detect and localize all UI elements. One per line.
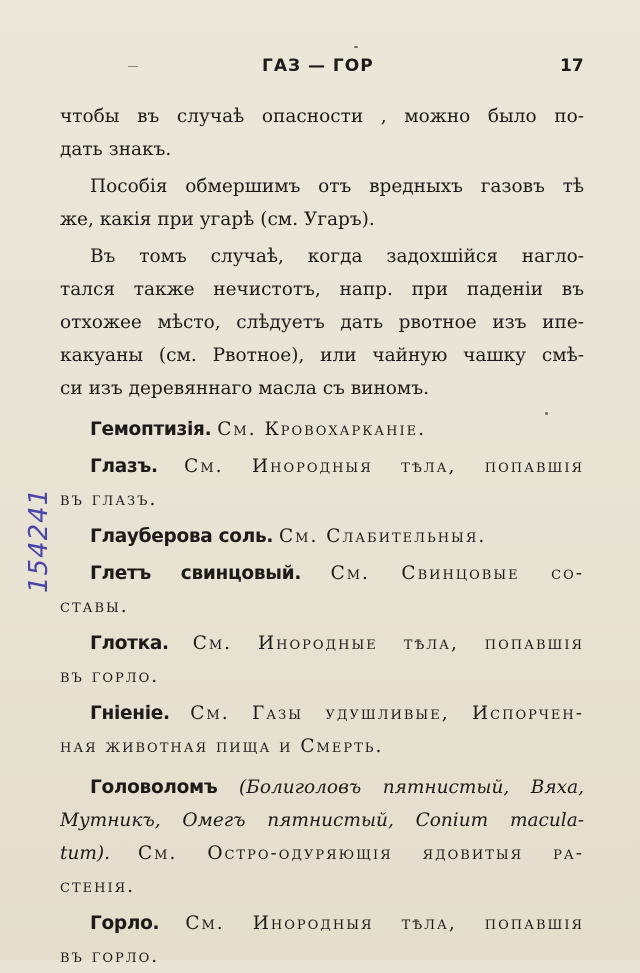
entry-continuation: стенія.: [60, 876, 135, 897]
running-head: ГАЗ — ГОР: [262, 56, 374, 76]
entry-line: [60, 627, 584, 660]
entry-reference: См. Слабительныя.: [278, 526, 487, 547]
entry-hemlock: [60, 771, 584, 903]
text-line: чтобы въ случаѣ опасности , можно было по-: [60, 106, 584, 127]
text-line: же, какія при угарѣ (см. Угаръ).: [60, 209, 375, 230]
entry-latin-end: tum).: [60, 843, 110, 864]
paper-fleck: [354, 46, 358, 48]
entry-putrefaction: [60, 697, 584, 763]
page-number: 17: [560, 56, 584, 76]
entry-continuation: ная животная пища и Смерть.: [60, 736, 384, 757]
text-line: Въ томъ случаѣ, когда задохшійся нагло-: [90, 246, 584, 267]
entry-synonyms-line: Мутникъ, Омегъ пятнистый, Conium macula-: [60, 810, 584, 831]
entry-line: [60, 520, 584, 553]
entry-reference: См. Свинцовые со-: [330, 563, 584, 584]
entry-continuation: въ глазъ.: [60, 489, 158, 510]
text-line: отхожее мѣсто, слѣдуетъ дать рвотное изъ ипе-: [60, 312, 584, 333]
entry-eye: [60, 450, 584, 516]
entry-headword: Глазъ.: [90, 456, 158, 477]
entry-headword: Глетъ свинцовый.: [90, 563, 302, 584]
entry-reference: См. Инородныя тѣла, попавшія: [184, 456, 584, 477]
paragraph-3: [60, 240, 584, 405]
library-stamp: [16, 458, 56, 598]
entry-headword: Горло.: [90, 913, 160, 934]
entry-hemoptysis: [60, 413, 584, 446]
text-line: тался также нечистотъ, напр. при паденіи въ: [60, 279, 584, 300]
text-line: какуаны (см. Рвотное), или чайную чашку смѣ-: [60, 345, 584, 366]
entry-headword: Головоломъ: [90, 777, 218, 798]
text-line: Пособія обмершимъ отъ вредныхъ газовъ тѣ: [90, 176, 584, 197]
entry-line: [60, 450, 584, 483]
entry-line: [60, 413, 584, 446]
entry-reference: См. Инородныя тѣла, попавшія: [185, 913, 584, 934]
entry-headword: Глотка.: [90, 633, 169, 654]
entry-reference: См. Остро-одуряющія ядовитыя ра-: [137, 843, 584, 864]
page-header: [0, 56, 640, 84]
entry-line: [60, 771, 584, 804]
entry-gorlo: [60, 907, 584, 973]
entry-lead-litharge: [60, 557, 584, 623]
entry-synonyms: (Болиголовъ пятнистый, Вяха,: [239, 777, 584, 798]
stamp-number: 154241: [24, 487, 54, 593]
text-line: дать знакъ.: [60, 139, 172, 160]
entry-continuation: ставы.: [60, 596, 129, 617]
entry-reference: См. Инородные тѣла, попавшія: [192, 633, 584, 654]
paragraph-1: [60, 100, 584, 166]
entry-reference: См. Газы удушливые, Испорчен-: [190, 703, 584, 724]
entry-line: [60, 907, 584, 940]
entry-headword: Гемоптизія.: [90, 419, 212, 440]
entry-headword: Гніеніе.: [90, 703, 170, 724]
entry-throat: [60, 627, 584, 693]
header-dash: [128, 66, 138, 67]
entry-line: [60, 557, 584, 590]
entry-continuation: въ горло.: [60, 666, 160, 687]
entry-reference: См. Кровохарканіе.: [217, 419, 426, 440]
entry-line: [60, 837, 584, 870]
page-body: [60, 100, 584, 973]
paragraph-2: [60, 170, 584, 236]
text-line: си изъ деревяннаго масла съ виномъ.: [60, 378, 429, 399]
entry-headword: Глауберова соль.: [90, 526, 274, 547]
entry-glauber-salt: [60, 520, 584, 553]
entry-continuation: въ горло.: [60, 946, 160, 967]
entry-line: [60, 697, 584, 730]
